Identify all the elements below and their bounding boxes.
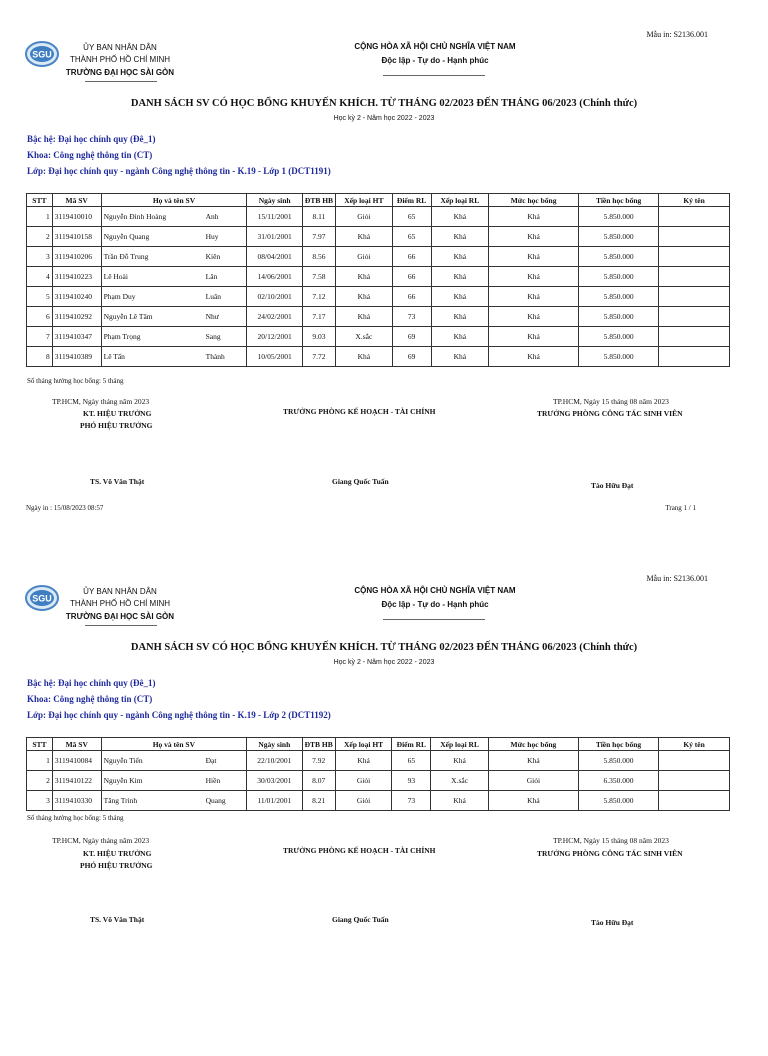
right-signer-title: TRƯỞNG PHÒNG CÔNG TÁC SINH VIÊN [537,849,683,858]
cell-first-name: Đạt [205,756,217,765]
right-place-date: TP.HCM, Ngày 15 tháng 08 năm 2023 [553,397,669,406]
cell-birth-date: 24/02/2001 [247,307,303,327]
header-conduct-score: Điểm RL [392,738,431,751]
cell-birth-date: 10/05/2001 [247,347,303,367]
class-name: Lớp: Đại học chính quy - ngành Công nghệ thông tin - K.19 - Lớp 2 (DCT1192) [27,710,331,720]
nation-line-1: CỘNG HÒA XÃ HỘI CHỦ NGHĨA VIỆT NAM [354,586,516,595]
cell-conduct-rank: Khá [431,227,489,247]
cell-signature [659,287,730,307]
sgu-logo [24,584,60,612]
cell-stt: 2 [27,227,53,247]
cell-gpa: 7.92 [302,751,335,771]
left-signer-title-2: PHÓ HIỆU TRƯỞNG [80,861,153,870]
cell-scholarship-amount: 5.850.000 [579,287,659,307]
cell-stt: 3 [27,247,53,267]
table-row [27,327,730,347]
cell-gpa: 8.07 [302,771,335,791]
right-signer-name: Tào Hữu Đạt [591,918,634,927]
cell-scholarship-level: Giỏi [488,771,578,791]
cell-student-id: 3119410389 [52,347,101,367]
cell-scholarship-level: Khá [489,267,579,287]
cell-conduct-rank: Khá [431,287,489,307]
cell-birth-date: 02/10/2001 [247,287,303,307]
cell-student-id: 3119410010 [52,207,101,227]
cell-scholarship-level: Khá [488,751,578,771]
cell-scholarship-amount: 5.850.000 [579,247,659,267]
cell-stt: 4 [27,267,53,287]
cell-conduct-score: 65 [392,751,431,771]
org-line-3: TRƯỜNG ĐẠI HỌC SÀI GÒN [65,612,175,621]
table-row [27,207,730,227]
header-scholarship-level: Mức học bổng [489,194,579,207]
cell-scholarship-level: Khá [489,227,579,247]
class-faculty: Khoa: Công nghệ thông tin (CT) [27,150,153,160]
table-row [27,247,730,267]
cell-conduct-score: 73 [392,307,431,327]
cell-conduct-score: 66 [392,267,431,287]
cell-stt: 5 [27,287,53,307]
cell-scholarship-level: Khá [489,247,579,267]
left-signer-title-1: KT. HIỆU TRƯỞNG [83,409,152,418]
org-underline [85,625,157,626]
right-place-date: TP.HCM, Ngày 15 tháng 08 năm 2023 [553,836,669,845]
cell-birth-date: 14/06/2001 [247,267,303,287]
header-full-name: Họ và tên SV [101,738,246,751]
cell-conduct-score: 65 [392,227,431,247]
table-row [27,771,730,791]
cell-student-id: 3119410158 [52,227,101,247]
cell-scholarship-level: Khá [489,287,579,307]
cell-conduct-score: 69 [392,327,431,347]
header-academic-rank: Xếp loại HT [336,194,393,207]
cell-gpa: 7.58 [302,267,335,287]
table-row [27,791,730,811]
printed-at: Ngày in : 15/08/2023 08:57 [26,504,104,512]
cell-conduct-rank: Khá [431,207,489,227]
class-name: Lớp: Đại học chính quy - ngành Công nghệ thông tin - K.19 - Lớp 1 (DCT1191) [27,166,331,176]
cell-academic-rank: Khá [335,751,392,771]
cell-first-name: Huy [205,232,219,241]
header-gpa: ĐTB HB [302,194,335,207]
class-system: Bậc hệ: Đại học chính quy (Đê_1) [27,678,156,688]
cell-full-name [101,327,247,347]
left-signer-name: TS. Võ Văn Thật [90,477,145,486]
org-line-1: ỦY BAN NHÂN DÂN [83,587,157,596]
org-line-2: THÀNH PHỐ HỒ CHÍ MINH [70,599,170,608]
page-number: Trang 1 / 1 [665,504,696,512]
cell-scholarship-amount: 5.850.000 [579,267,659,287]
cell-full-name [101,307,247,327]
cell-signature [659,207,730,227]
cell-full-name [101,227,247,247]
header-scholarship-amount: Tiền học bổng [578,738,658,751]
cell-last-middle-name: Trần Đỗ Trung [103,252,149,261]
logo-text: SGU [32,593,52,604]
org-line-3: TRƯỜNG ĐẠI HỌC SÀI GÒN [65,68,175,77]
cell-academic-rank: Khá [336,227,393,247]
right-signer-name: Tào Hữu Đạt [591,481,634,490]
header-full-name: Họ và tên SV [101,194,247,207]
cell-first-name: Như [205,312,219,321]
cell-scholarship-level: Khá [489,347,579,367]
cell-signature [659,751,730,771]
cell-conduct-score: 65 [392,207,431,227]
cell-signature [659,327,730,347]
header-academic-rank: Xếp loại HT [335,738,392,751]
header-scholarship-level: Mức học bổng [488,738,578,751]
cell-gpa: 7.72 [302,347,335,367]
table-row [27,267,730,287]
cell-last-middle-name: Nguyễn Tiến [103,756,143,765]
cell-birth-date: 22/10/2001 [247,751,303,771]
class-system: Bậc hệ: Đại học chính quy (Đê_1) [27,134,156,144]
cell-birth-date: 08/04/2001 [247,247,303,267]
cell-stt: 1 [27,751,53,771]
cell-stt: 1 [27,207,53,227]
cell-academic-rank: Giỏi [335,771,392,791]
nation-line-1: CỘNG HÒA XÃ HỘI CHỦ NGHĨA VIỆT NAM [354,42,516,51]
document-subtitle: Học kỳ 2 - Năm học 2022 - 2023 [333,115,435,122]
cell-signature [659,227,730,247]
mid-signer-name: Giang Quốc Tuấn [332,477,389,486]
cell-gpa: 8.11 [302,207,335,227]
header-birth-date: Ngày sinh [247,194,303,207]
cell-signature [659,791,730,811]
cell-signature [659,267,730,287]
cell-full-name [101,771,246,791]
table-row [27,287,730,307]
class-faculty: Khoa: Công nghệ thông tin (CT) [27,694,153,704]
cell-scholarship-amount: 5.850.000 [579,207,659,227]
nation-line-2: Độc lập - Tự do - Hạnh phúc [381,56,489,65]
cell-first-name: Sang [205,332,221,341]
cell-last-middle-name: Nguyễn Lê Tâm [103,312,153,321]
cell-academic-rank: Giỏi [336,247,393,267]
cell-student-id: 3119410122 [52,771,101,791]
cell-birth-date: 15/11/2001 [247,207,303,227]
header-stt: STT [27,738,53,751]
cell-conduct-rank: Khá [431,751,489,771]
nation-underline [383,619,485,620]
left-signer-title-1: KT. HIỆU TRƯỞNG [83,849,152,858]
cell-full-name [101,207,247,227]
cell-conduct-score: 93 [392,771,431,791]
cell-conduct-rank: Khá [431,347,489,367]
cell-scholarship-amount: 5.850.000 [579,347,659,367]
cell-last-middle-name: Nguyễn Kim [103,776,143,785]
table-header-row [27,194,730,207]
header-signature: Ký tên [659,194,730,207]
cell-conduct-rank: Khá [431,327,489,347]
cell-stt: 3 [27,791,53,811]
cell-first-name: Anh [205,212,219,221]
cell-gpa: 7.12 [302,287,335,307]
cell-first-name: Quang [205,796,226,805]
cell-signature [659,247,730,267]
cell-scholarship-amount: 6.350.000 [578,771,658,791]
cell-stt: 6 [27,307,53,327]
header-conduct-rank: Xếp loại RL [431,738,489,751]
cell-full-name [101,791,246,811]
cell-student-id: 3119410223 [52,267,101,287]
cell-first-name: Hiền [205,776,221,785]
org-underline [85,81,157,82]
months-note: Số tháng hưởng học bổng: 5 tháng [27,377,124,385]
org-line-2: THÀNH PHỐ HỒ CHÍ MINH [70,55,170,64]
cell-last-middle-name: Lê Hoài [103,272,128,281]
header-birth-date: Ngày sinh [247,738,303,751]
cell-scholarship-level: Khá [489,327,579,347]
document-subtitle: Học kỳ 2 - Năm học 2022 - 2023 [333,659,435,666]
table-row [27,347,730,367]
cell-last-middle-name: Phạm Duy [103,292,136,301]
header-signature: Ký tên [659,738,730,751]
header-conduct-rank: Xếp loại RL [431,194,489,207]
cell-signature [659,307,730,327]
cell-conduct-rank: Khá [431,267,489,287]
cell-birth-date: 30/03/2001 [247,771,303,791]
cell-stt: 2 [27,771,53,791]
cell-academic-rank: X.sắc [336,327,393,347]
document-title: DANH SÁCH SV CÓ HỌC BỔNG KHUYẾN KHÍCH. TỪ THÁNG 02/2023 ĐẾN THÁNG 06/2023 (Chính thức) [130,98,638,109]
document-page-1 [0,0,768,512]
cell-birth-date: 31/01/2001 [247,227,303,247]
cell-student-id: 3119410084 [52,751,101,771]
cell-birth-date: 20/12/2001 [247,327,303,347]
cell-scholarship-amount: 5.850.000 [579,307,659,327]
cell-conduct-rank: Khá [431,791,489,811]
cell-scholarship-amount: 5.850.000 [578,751,658,771]
cell-last-middle-name: Phạm Trọng [103,332,141,341]
logo-text: SGU [32,49,52,60]
cell-student-id: 3119410347 [52,327,101,347]
document-page-2 [0,544,768,1056]
table-row [27,751,730,771]
cell-full-name [101,267,247,287]
cell-first-name: Kiên [205,252,221,261]
cell-last-middle-name: Nguyễn Quang [103,232,150,241]
cell-conduct-score: 66 [392,287,431,307]
table-row [27,227,730,247]
cell-student-id: 3119410206 [52,247,101,267]
form-code: Mẫu in: S2136.001 [646,30,708,39]
mid-signer-title: TRƯỞNG PHÒNG KẾ HOẠCH - TÀI CHÍNH [283,846,436,855]
cell-academic-rank: Khá [336,307,393,327]
cell-last-middle-name: Lê Tấn [103,352,125,361]
cell-full-name [101,751,246,771]
header-conduct-score: Điểm RL [392,194,431,207]
header-scholarship-amount: Tiền học bổng [579,194,659,207]
left-place-date: TP.HCM, Ngày tháng năm 2023 [52,397,150,406]
header-stt: STT [27,194,53,207]
cell-gpa: 8.56 [302,247,335,267]
right-signer-title: TRƯỞNG PHÒNG CÔNG TÁC SINH VIÊN [537,409,683,418]
months-note: Số tháng hưởng học bổng: 5 tháng [27,814,124,822]
table-row [27,307,730,327]
header-student-id: Mã SV [52,738,101,751]
cell-full-name [101,247,247,267]
cell-academic-rank: Khá [336,287,393,307]
cell-academic-rank: Khá [336,267,393,287]
cell-first-name: Lân [205,272,218,281]
table-header-row [27,738,730,751]
scholarship-table [26,193,730,367]
cell-conduct-score: 73 [392,791,431,811]
cell-gpa: 9.03 [302,327,335,347]
cell-first-name: Luân [205,292,222,301]
cell-scholarship-level: Khá [489,307,579,327]
scholarship-table [26,737,730,811]
cell-student-id: 3119410292 [52,307,101,327]
cell-gpa: 8.21 [302,791,335,811]
cell-student-id: 3119410330 [52,791,101,811]
cell-full-name [101,347,247,367]
cell-student-id: 3119410240 [52,287,101,307]
org-line-1: ỦY BAN NHÂN DÂN [83,43,157,52]
cell-academic-rank: Giỏi [335,791,392,811]
cell-conduct-rank: X.sắc [431,771,489,791]
cell-conduct-rank: Khá [431,247,489,267]
nation-underline [383,75,485,76]
cell-last-middle-name: Nguyễn Đình Hoàng [103,212,167,221]
left-place-date: TP.HCM, Ngày tháng năm 2023 [52,836,150,845]
cell-academic-rank: Khá [336,347,393,367]
cell-conduct-score: 66 [392,247,431,267]
cell-signature [659,771,730,791]
mid-signer-name: Giang Quốc Tuấn [332,915,389,924]
cell-stt: 8 [27,347,53,367]
cell-scholarship-amount: 5.850.000 [578,791,658,811]
cell-scholarship-level: Khá [488,791,578,811]
cell-academic-rank: Giỏi [336,207,393,227]
cell-scholarship-amount: 5.850.000 [579,227,659,247]
cell-scholarship-amount: 5.850.000 [579,327,659,347]
mid-signer-title: TRƯỞNG PHÒNG KẾ HOẠCH - TÀI CHÍNH [283,407,436,416]
cell-conduct-score: 69 [392,347,431,367]
header-student-id: Mã SV [52,194,101,207]
header-gpa: ĐTB HB [302,738,335,751]
cell-gpa: 7.97 [302,227,335,247]
cell-full-name [101,287,247,307]
form-code: Mẫu in: S2136.001 [646,574,708,583]
cell-gpa: 7.17 [302,307,335,327]
cell-scholarship-level: Khá [489,207,579,227]
cell-signature [659,347,730,367]
left-signer-title-2: PHÓ HIỆU TRƯỞNG [80,421,153,430]
left-signer-name: TS. Võ Văn Thật [90,915,145,924]
cell-last-middle-name: Tăng Trình [103,796,138,805]
sgu-logo [24,40,60,68]
document-title: DANH SÁCH SV CÓ HỌC BỔNG KHUYẾN KHÍCH. TỪ THÁNG 02/2023 ĐẾN THÁNG 06/2023 (Chính thức) [130,642,638,653]
cell-stt: 7 [27,327,53,347]
cell-conduct-rank: Khá [431,307,489,327]
cell-birth-date: 11/01/2001 [247,791,303,811]
cell-first-name: Thành [205,352,225,361]
nation-line-2: Độc lập - Tự do - Hạnh phúc [381,600,489,609]
